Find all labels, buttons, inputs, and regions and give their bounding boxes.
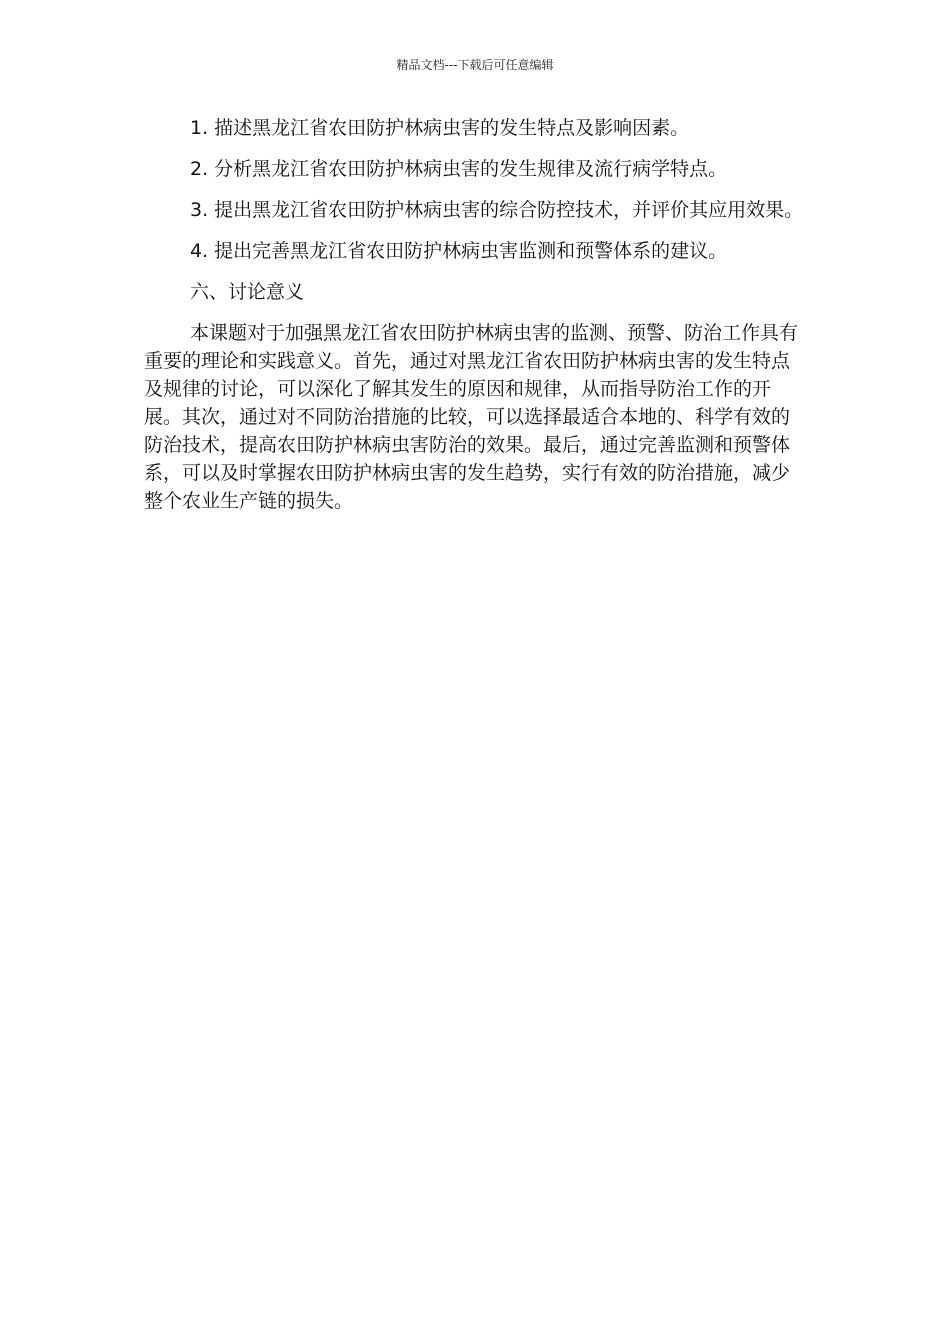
list-item-objective-3: 3. 提出黑龙江省农田防护林病虫害的综合防控技术，并评价其应用效果。 — [190, 199, 804, 221]
list-item-objective-4: 4. 提出完善黑龙江省农田防护林病虫害监测和预警体系的建议。 — [190, 240, 728, 262]
body-paragraph: 本课题对于加强黑龙江省农田防护林病虫害的监测、预警、防治工作具有重要的理论和实践意义。首先，通过对黑龙江省农田防护林病虫害的发生特点及规律的讨论，可以深化了解其发生的原因和规律，从而指导防治工作的开展。其次，通过对不同防治措施的比较，可以选择最适合本地的、科学有效的防治技术，提高农田防护林病虫害防治的效果。最后，通过完善监测和预警体系，可以及时掌握农田防护林病虫害的发生趋势，实行有效的防治措施，减少整个农业生产链的损失。 — [144, 322, 799, 512]
list-item-objective-1: 1. 描述黑龙江省农田防护林病虫害的发生特点及影响因素。 — [190, 117, 690, 139]
section-heading: 六、讨论意义 — [190, 281, 305, 303]
list-item-objective-2: 2. 分析黑龙江省农田防护林病虫害的发生规律及流行病学特点。 — [190, 158, 728, 180]
document-body — [144, 114, 806, 528]
page-header: 精品文档---下载后可任意编辑 — [396, 58, 554, 72]
